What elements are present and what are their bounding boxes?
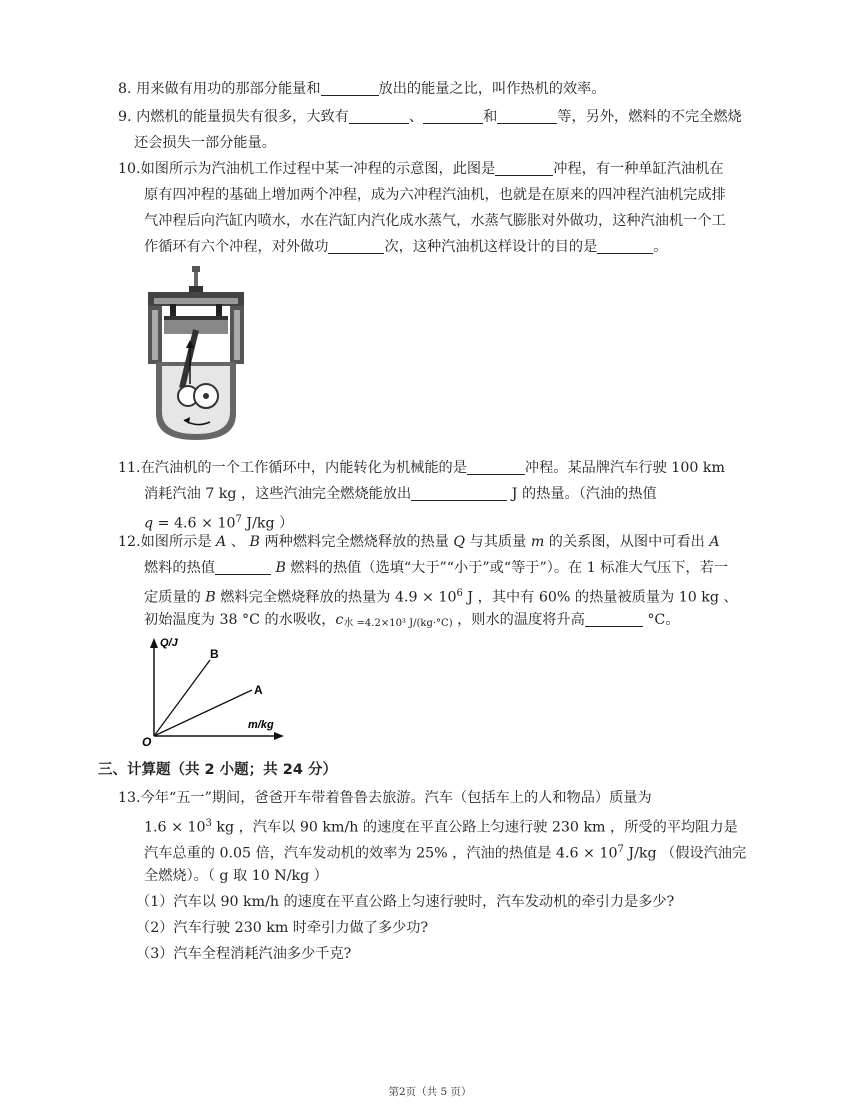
q11-line2b: J 的热量。（汽油的热值 (507, 486, 657, 502)
q9-number: 9. (118, 109, 132, 125)
q10-line3: 气冲程后向汽缸内喷水，水在汽缸内汽化成水蒸气，水蒸气膨胀对外做功，这种汽油机一个工 (144, 213, 726, 229)
q13-line3b: J/kg （假设汽油完 (623, 845, 747, 862)
question-12 (118, 529, 738, 633)
q12-number: 12. (118, 534, 141, 550)
q-m-graph (140, 636, 290, 748)
q11-line3b: = 4.6 × 10 (153, 515, 236, 532)
q8-text-a: 用来做有用功的那部分能量和 (136, 81, 321, 97)
line-a (154, 690, 252, 736)
answer-blank[interactable] (411, 484, 507, 501)
q13-exponent: 7 (617, 844, 624, 855)
question-8 (118, 76, 606, 102)
q9-text-b: 等，另外，燃料的不完全燃烧 (557, 109, 742, 125)
q12-var-c: c (335, 612, 344, 628)
q13-line2b: kg ，汽车以 90 km/h 的速度在平直公路上匀速行驶 230 km ，所受的平均阻力是 (211, 819, 738, 836)
line-b (154, 660, 210, 736)
q13-number: 13. (118, 790, 141, 806)
q12-line2a: 燃料的热值 (144, 560, 215, 576)
question-9 (118, 104, 742, 156)
question-11 (118, 455, 725, 533)
y-axis-arrow (150, 638, 158, 648)
graph-ylabel: Q/J (160, 637, 178, 649)
engine-figure (140, 264, 252, 444)
q12-line3c: J ，其中有 60% 的热量被质量为 10 kg 、 (462, 589, 738, 606)
q10-line1: 如图所示为汽油机工作过程中某一冲程的示意图，此图是 (140, 161, 496, 177)
q10-line4b: 次，这种汽油机这样设计的目的是 (384, 239, 598, 255)
page-footer: 第2页（共 5 页） (388, 1086, 472, 1098)
answer-blank[interactable] (467, 458, 525, 475)
q13-line4: 全燃烧）。（ g 取 10 N/kg ） (144, 868, 328, 884)
q13-line3a: 汽车总重的 0.05 倍，汽车发动机的效率为 25% ，汽油的热值是 4.6 × 10 (144, 845, 618, 862)
graph-line-a-label: A (254, 683, 263, 697)
q13-line2a: 1.6 × 10 (144, 819, 206, 836)
answer-blank[interactable] (497, 107, 557, 124)
q10-line1b: 冲程，有一种单缸汽油机在 (553, 161, 724, 177)
q12-line1d: 与其质量 (465, 534, 531, 550)
q12-line2b: 燃料的热值（选填“大于”“小于”或“等于”）。在 1 标准大气压下，若一 (285, 560, 728, 576)
q11-line1b: 冲程。某品牌汽车行驶 100 km (524, 460, 725, 476)
answer-blank[interactable] (215, 558, 271, 575)
q12-line1e: 的关系图，从图中可看出 (544, 534, 710, 550)
engine-diagram (140, 264, 252, 444)
q12-var-b: B (205, 589, 216, 606)
graph-xlabel: m/kg (248, 719, 274, 731)
q12-var-q: Q (453, 534, 466, 550)
q12-exponent: 6 (456, 588, 463, 599)
q13-line1: 今年“五一”期间，爸爸开车带着鲁鲁去旅游。汽车（包括车上的人和物品）质量为 (140, 790, 652, 806)
q12-line1c: 两种燃料完全燃烧释放的热量 (259, 534, 454, 550)
q12-line3b: 燃料完全燃烧释放的热量为 4.9 × 10 (215, 589, 457, 606)
answer-blank[interactable] (597, 237, 653, 254)
q10-line4c: 。 (653, 239, 668, 255)
q11-line1a: 在汽油机的一个工作循环中，内能转化为机械能的是 (140, 460, 467, 476)
q11-line3c: J/kg ） (241, 515, 294, 532)
q8-number: 8. (118, 81, 132, 97)
answer-blank[interactable] (495, 159, 553, 176)
q12-line3a: 定质量的 (144, 589, 206, 606)
q9-separator: 、 (408, 109, 424, 125)
q8-text-b: 放出的能量之比，叫作热机的效率。 (378, 81, 606, 97)
q9-separator: 和 (483, 109, 498, 125)
q12-var-b: B (275, 560, 286, 576)
q11-number: 11. (118, 460, 141, 476)
answer-blank[interactable] (585, 610, 643, 627)
q10-line2: 原有四冲程的基础上增加两个冲程，成为六冲程汽油机，也就是在原来的四冲程汽油机完成排 (144, 187, 726, 203)
question-13 (118, 785, 746, 967)
q10-line4a: 作循环有六个冲程，对外做功 (144, 239, 329, 255)
answer-blank[interactable] (423, 107, 483, 124)
q12-var-m: m (530, 534, 545, 550)
q12-subscript: 水 =4.2×10³ J/(kg·°C) (343, 618, 453, 629)
graph-origin: O (142, 735, 152, 748)
x-axis-arrow (274, 732, 284, 740)
answer-blank[interactable] (321, 79, 379, 96)
q10-number: 10. (118, 161, 141, 177)
q9-text-c: 还会损失一部分能量。 (134, 135, 276, 151)
q13-exponent: 3 (205, 818, 212, 829)
q13-part2: （2）汽车行驶 230 km 时牵引力做了多少功? (136, 920, 429, 936)
answer-blank[interactable] (349, 107, 409, 124)
q11-exponent: 7 (235, 514, 242, 525)
section-heading: 三、计算题（共 2 小题；共 24 分） (98, 762, 337, 778)
q12-line4d: °C。 (642, 612, 680, 628)
graph-figure (140, 636, 290, 748)
answer-blank[interactable] (328, 237, 384, 254)
q12-line1a: 如图所示是 (140, 534, 217, 550)
graph-line-b-label: B (210, 647, 219, 661)
q12-var-a: A (216, 534, 227, 550)
q11-line2a: 消耗汽油 7 kg ，这些汽油完全燃烧能放出 (144, 486, 412, 502)
q9-text-a: 内燃机的能量损失有很多，大致有 (136, 109, 349, 125)
q13-part3: （3）汽车全程消耗汽油多少千克? (136, 946, 352, 962)
q12-var-b: B (249, 534, 260, 550)
q12-line4b: ，则水的温度将升高 (452, 612, 585, 628)
q12-var-a: A (709, 534, 720, 550)
q12-line1b: 、 (226, 534, 250, 550)
question-10 (118, 156, 726, 260)
q11-var-q: q (144, 515, 154, 532)
q12-line4a: 初始温度为 38 °C 的水吸收， (144, 612, 336, 628)
q13-part1: （1）汽车以 90 km/h 的速度在平直公路上匀速行驶时，汽车发动机的牵引力是多少? (136, 894, 675, 910)
